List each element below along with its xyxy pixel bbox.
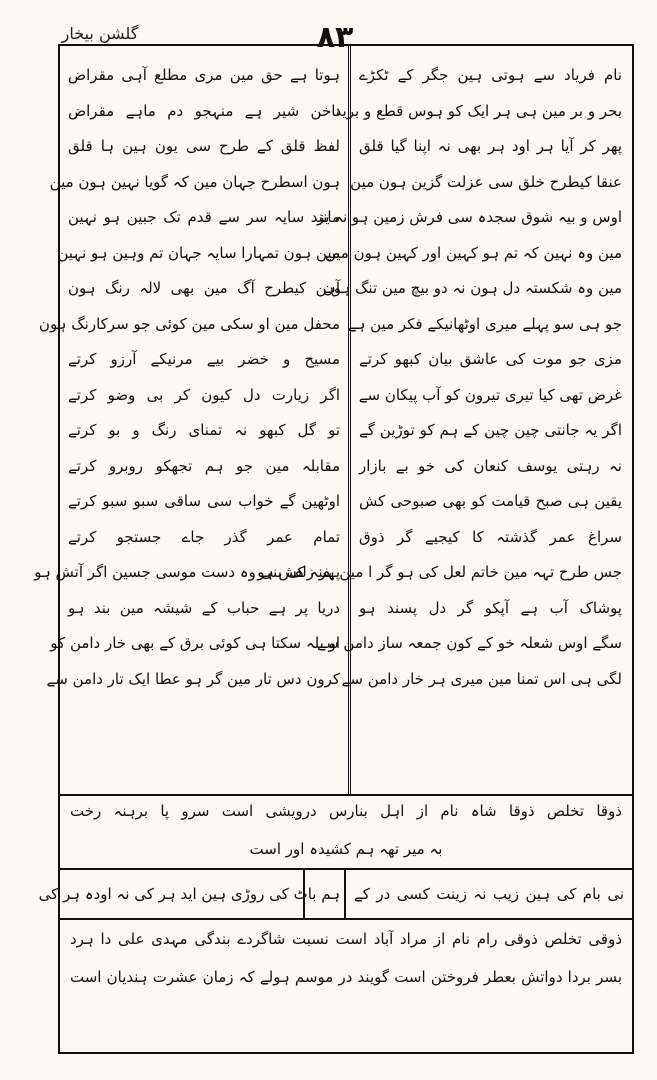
verse-line: پوشاک آب ہے آپکو گر دل پسند ہو [359, 598, 622, 617]
verse-line: سگے اوس شعلہ خو کے کون جمعہ ساز دامن سے [317, 634, 622, 652]
verse-right-hemistich: نی بام کی ہین زیب نہ زینت کسی در کے [344, 870, 632, 918]
verse-line: پھر کر آیا ہر اود ہر بھی نہ اپنا گیا قلق [359, 137, 622, 155]
zauqi-entry-line-2: بسر بردا دواتش بعطر فروختن است گویند در موسم ہولے کہ زمان عشرت ہندیان است [70, 968, 622, 986]
page-number: ۸۳ [316, 20, 354, 55]
verse-line: یقین ہی صبح قیامت کو بھی صبوحی کش [359, 492, 622, 510]
verse-line: جس طرح تہہ مین خاتم لعل کی ہو گر ا مین یفنہ کش ہو [257, 563, 622, 581]
verse-line: مقابلہ مین جو ہم تجھکو روبرو کرتے [68, 456, 340, 475]
verse-line: مسیح و خضر بیے مرنیکے آرزو کرتے [68, 350, 340, 368]
verse-line: مین وہ نہین کہ تم ہو کہین اور کہین ہون مین [324, 243, 622, 262]
verse-line: بحر و بر مین ہی ہر ایک کو ہوس قطع و برید [334, 101, 622, 120]
verse-line: دریا پر ہے حباب کے شیشہ مین بند ہو [68, 598, 340, 617]
verse-line: عنقا کیطرح خلق سی عزلت گزین ہون مین [350, 172, 622, 191]
verse-line: ناخن شیر ہے منہجو دم ماہے مقراض [68, 101, 340, 120]
verse-line: لفظ قلق کے طرح سی یون ہین ہا قلق [68, 137, 340, 155]
verse-line: نہ رہتی یوسف کنعان کی خو بے بازار [359, 456, 622, 475]
left-column [34, 46, 350, 794]
right-column [257, 46, 632, 794]
verse-line: پہر زلف بنی وہ دست موسی جسین اگر آتش ہو [34, 563, 340, 581]
verse-line: کرون دس تار مین گر ہو عطا ایک تار دامن سے [46, 669, 340, 688]
verse-line: جو ہی سو پہلے میری اوٹھانیکے فکر مین ہے [347, 314, 622, 333]
running-title: گلشن بیخار [61, 24, 139, 43]
verse-line: اوٹھین گے خواب سی ساقی سبو سبو کرتے [68, 492, 340, 510]
verse-line: آہن کیطرح آگ مین بھی لالہ رنگ ہون [68, 279, 340, 297]
verse-line: سراغ عمر گذشتہ کا کیجیے گر ذوق [359, 527, 622, 546]
verse-line: اوس و بیہ شوق سجدہ سی فرش زمین ہو نہ یز [316, 208, 622, 226]
verse-line: اگر زیارت دل کیون کر بی وضو کرتے [68, 385, 340, 404]
verse-line: مین ہون تمہارا سایہ جہان تم وہین ہو نہین [57, 243, 340, 262]
verse-line: اگر یہ جانتی چین چین کے ہم کو توڑین گے [359, 421, 622, 439]
verse-line: ہون اسطرح جہان مین کہ گویا نہین ہون مین [49, 172, 340, 191]
verse-line: او بلہ سکتا ہی کوئی برق کے بھی خار دامن کو [50, 634, 340, 652]
verse-line: تو گل کبھو نہ تمنای رنگ و بو کرتے [68, 421, 340, 439]
verse-row [38, 868, 632, 920]
verse-line: مزی جو موت کی عاشق بیان کبھو کرتے [359, 350, 622, 368]
zauqa-entry-line-1: ذوقا تخلص ذوقا شاہ نام از اہل بنارس درویشی است سرو پا برہنہ رخت [70, 802, 622, 820]
verse-left-hemistich: ہم باٹ کی روڑی ہین اید ہر کی نہ اودہ ہر کی [38, 885, 340, 903]
verse-line: تمام عمر گذر جاے جستجو کرتے [68, 527, 340, 546]
verse-line: محفل مین او سکی مین کوئی جو سرکارنگ ہون [38, 314, 340, 333]
zauqa-entry-line-2: بہ میر تھہ ہم کشیدہ اور است [249, 840, 443, 858]
verse-line: لگی ہی اس تمنا مین میری ہر خار دامن سے [341, 669, 622, 688]
verse-line: غرض تھی کیا تیری تیرون کو آب پیکان سے [358, 385, 622, 404]
zauqi-entry-line-1: ذوقی تخلص ذوقی رام نام از مراد آباد است نسبت شاگردے بندگی مہدی علی دا ہرد [70, 930, 622, 948]
verse-line: ہوتا ہے حق مین مری مطلع آہی مقراض [68, 66, 340, 84]
verse-line: مین وہ شکستہ دل ہون نہ دو بیچ مین تنگ ہون [322, 279, 622, 297]
verse-line: مانند سایہ سر سے قدم تک جبین ہو نہین [68, 208, 340, 226]
text-frame [34, 44, 634, 1054]
verse-line: نام فریاد سے ہوتی ہین جگر کے ٹکڑے [359, 66, 622, 84]
section-divider [60, 794, 632, 796]
